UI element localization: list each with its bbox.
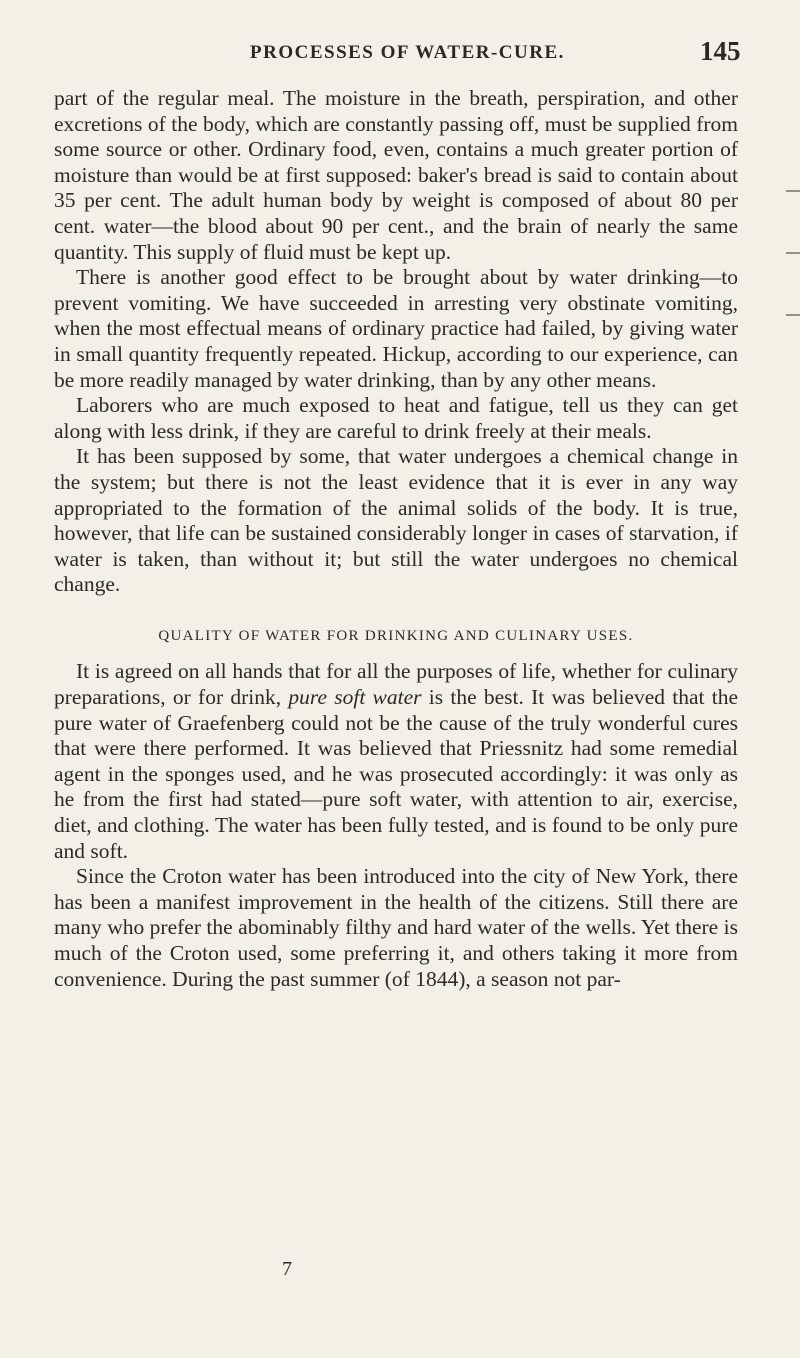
paragraph-2: There is another good effect to be brought about by water drinking—to prevent vomiting. We have succeeded in arresting very obstinate vomiting, when the most effectual means of ordinary practice had failed, by giving water in small quantity frequently repeated. Hickup, according to our experience, can be more readily managed by water drinking, than by any other means. (54, 265, 738, 392)
page-number: 145 (700, 36, 741, 66)
section-paragraph-1 (54, 659, 738, 864)
page-body (54, 86, 738, 992)
paragraph-4: It has been supposed by some, that water undergoes a chemical change in the system; but there is not the least evidence that it is ever in any way appropriated to the formation of the animal solids of the body. It is true, however, that life can be sustained considerably longer in cases of starvation, if water is taken, than without it; but still the water undergoes no chemical change. (54, 444, 738, 597)
paragraph-3: Laborers who are much exposed to heat and fatigue, tell us they can get along with less drink, if they are careful to drink freely at their meals. (54, 393, 738, 443)
emphasis-pure-soft-water: pure soft water (288, 685, 422, 710)
margin-binding-mark (786, 314, 800, 316)
section-paragraph-1-start: It is agreed on all hands that for all the purposes of life, whether for culinary preparations, or for drink, (54, 659, 738, 710)
running-head: PROCESSES OF WATER-CURE. (250, 42, 565, 63)
margin-binding-mark (786, 252, 800, 254)
section-paragraph-1-end: is the best. It was believed that the pure water of Graefenberg could not be the cause of the truly wonderful cures that were there performed. It was believed that Priessnitz had some remedial agent in the sponges used, and he was prosecuted accordingly: it was only as he from the first had stated—pure soft water, with attention to air, exercise, diet, and clothing. The water has been fully tested, and is found to be only pure and soft. (54, 685, 739, 863)
section-paragraph-2: Since the Croton water has been introduced into the city of New York, there has been a manifest improvement in the health of the citizens. Still there are many who prefer the abominably filthy and hard water of the wells. Yet there is much of the Croton used, some preferring it, and others taking it more from convenience. During the past summer (of 1844), a season not par- (54, 864, 738, 991)
margin-binding-mark (786, 190, 800, 192)
paragraph-1: part of the regular meal. The moisture in the breath, perspiration, and other excretions of the body, which are constantly passing off, must be supplied from some source or other. Ordinary food, even, contains a much greater portion of moisture than would be at first supposed: baker's bread is said to contain about 35 per cent. The adult human body by weight is composed of about 80 per cent. water—the blood about 90 per cent., and the brain of nearly the same quantity. This supply of fluid must be kept up. (54, 86, 738, 264)
section-heading: QUALITY OF WATER FOR DRINKING AND CULINARY USES. (158, 627, 634, 644)
page-header (0, 36, 800, 76)
signature-mark: 7 (282, 1258, 292, 1280)
